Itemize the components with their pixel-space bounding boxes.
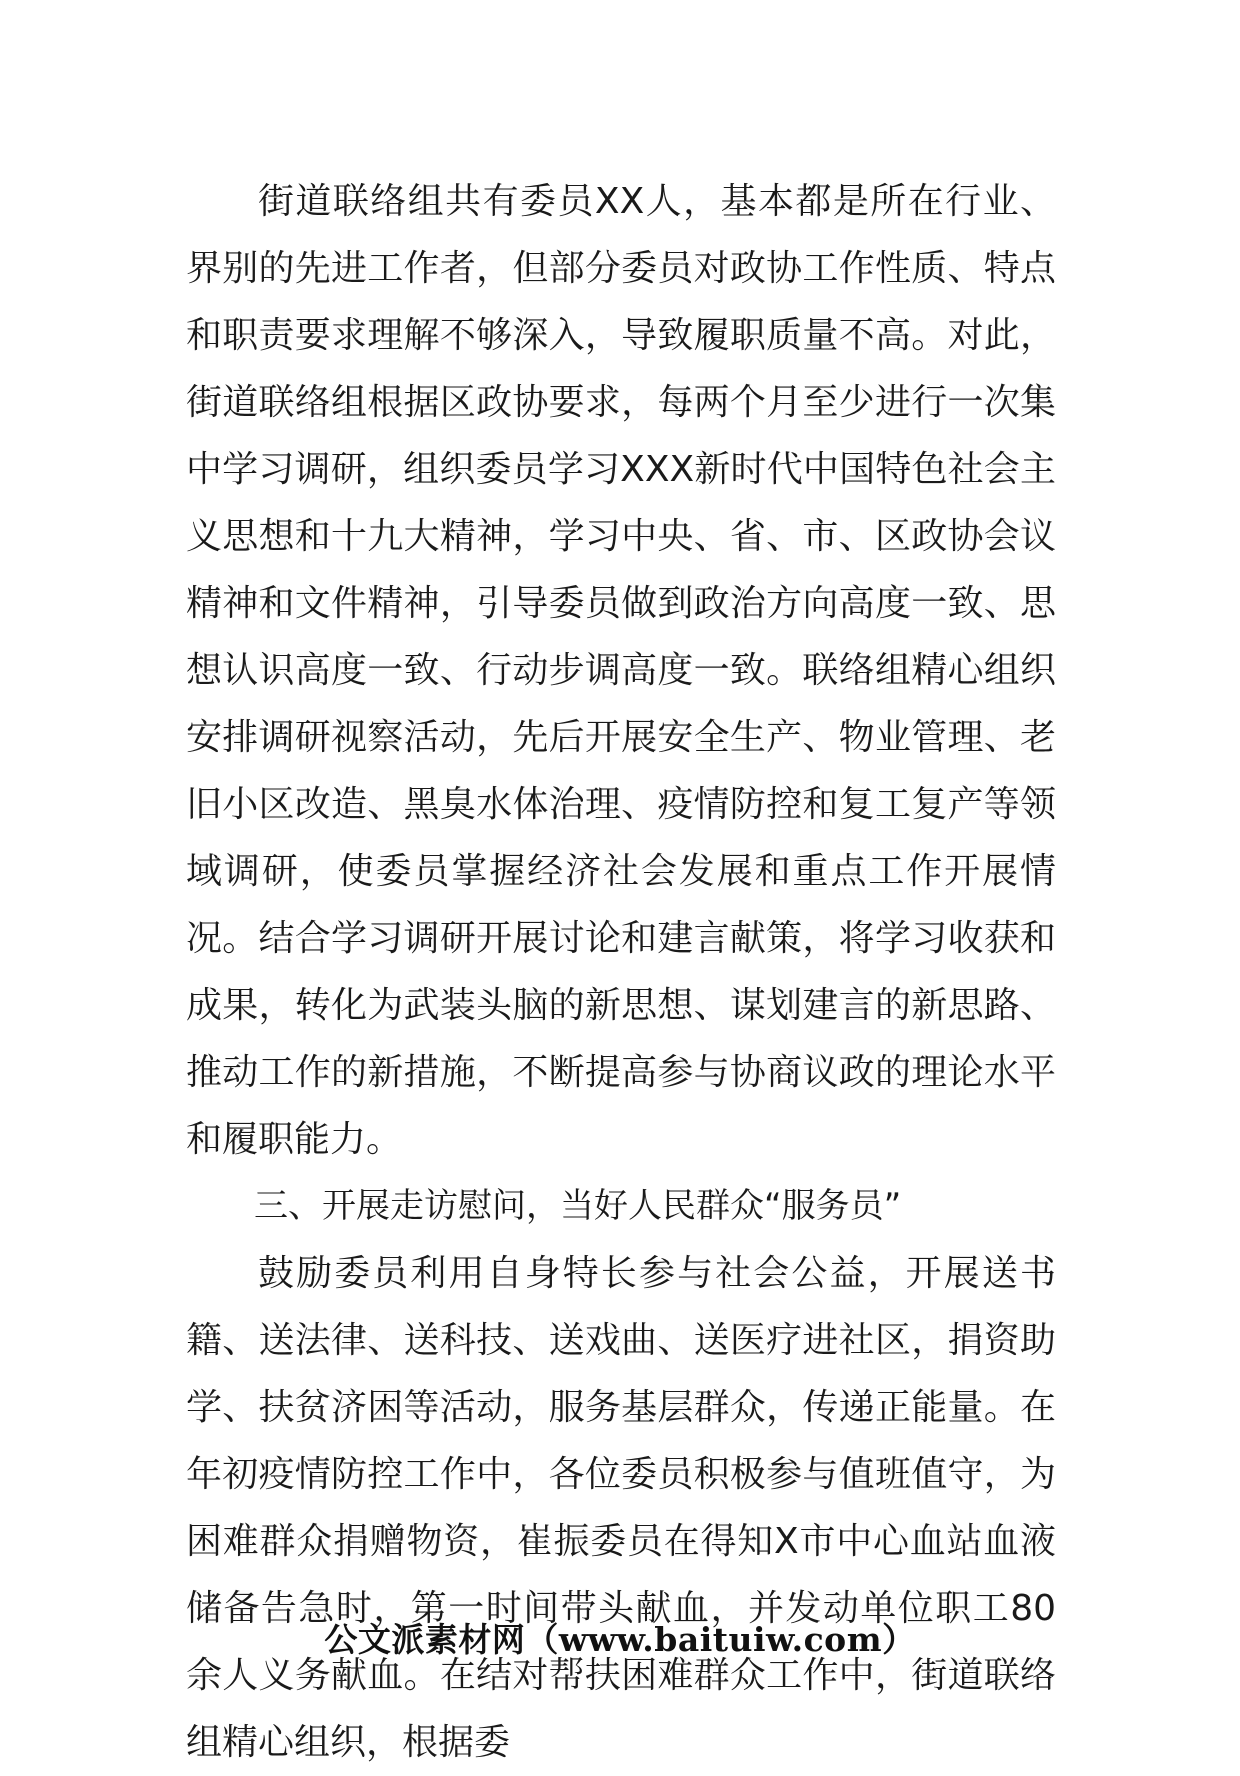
document-body: [186, 168, 1056, 1776]
footer-source: 公文派素材网（www.baituiw.com）: [324, 1620, 916, 1659]
paragraph-study: 街道联络组共有委员XX人，基本都是所在行业、界别的先进工作者，但部分委员对政协工作性质、特点和职责要求理解不够深入，导致履职质量不高。对此，街道联络组根据区政协要求，每两个月至少进行一次集中学习调研，组织委员学习XXX新时代中国特色社会主义思想和十九大精神，学习中央、省、市、区政协会议精神和文件精神，引导委员做到政治方向高度一致、思想认识高度一致、行动步调高度一致。联络组精心组织安排调研视察活动，先后开展安全生产、物业管理、老旧小区改造、黑臭水体治理、疫情防控和复工复产等领域调研，使委员掌握经济社会发展和重点工作开展情况。结合学习调研开展讨论和建言献策，将学习收获和成果，转化为武装头脑的新思想、谋划建言的新思路、推动工作的新措施，不断提高参与协商议政的理论水平和履职能力。: [186, 181, 1056, 1160]
paragraph-service: 鼓励委员利用自身特长参与社会公益，开展送书籍、送法律、送科技、送戏曲、送医疗进社区，捐资助学、扶贫济困等活动，服务基层群众，传递正能量。在年初疫情防控工作中，各位委员积极参与值班值守，为困难群众捐赠物资，崔振委员在得知X市中心血站血液储备告急时，第一时间带头献血，并发动单位职工80余人义务献血。在结对帮扶困难群众工作中，街道联络组精心组织，根据委: [186, 1253, 1056, 1763]
section-heading: 三、开展走访慰问，当好人民群众“服务员”: [254, 1186, 902, 1226]
